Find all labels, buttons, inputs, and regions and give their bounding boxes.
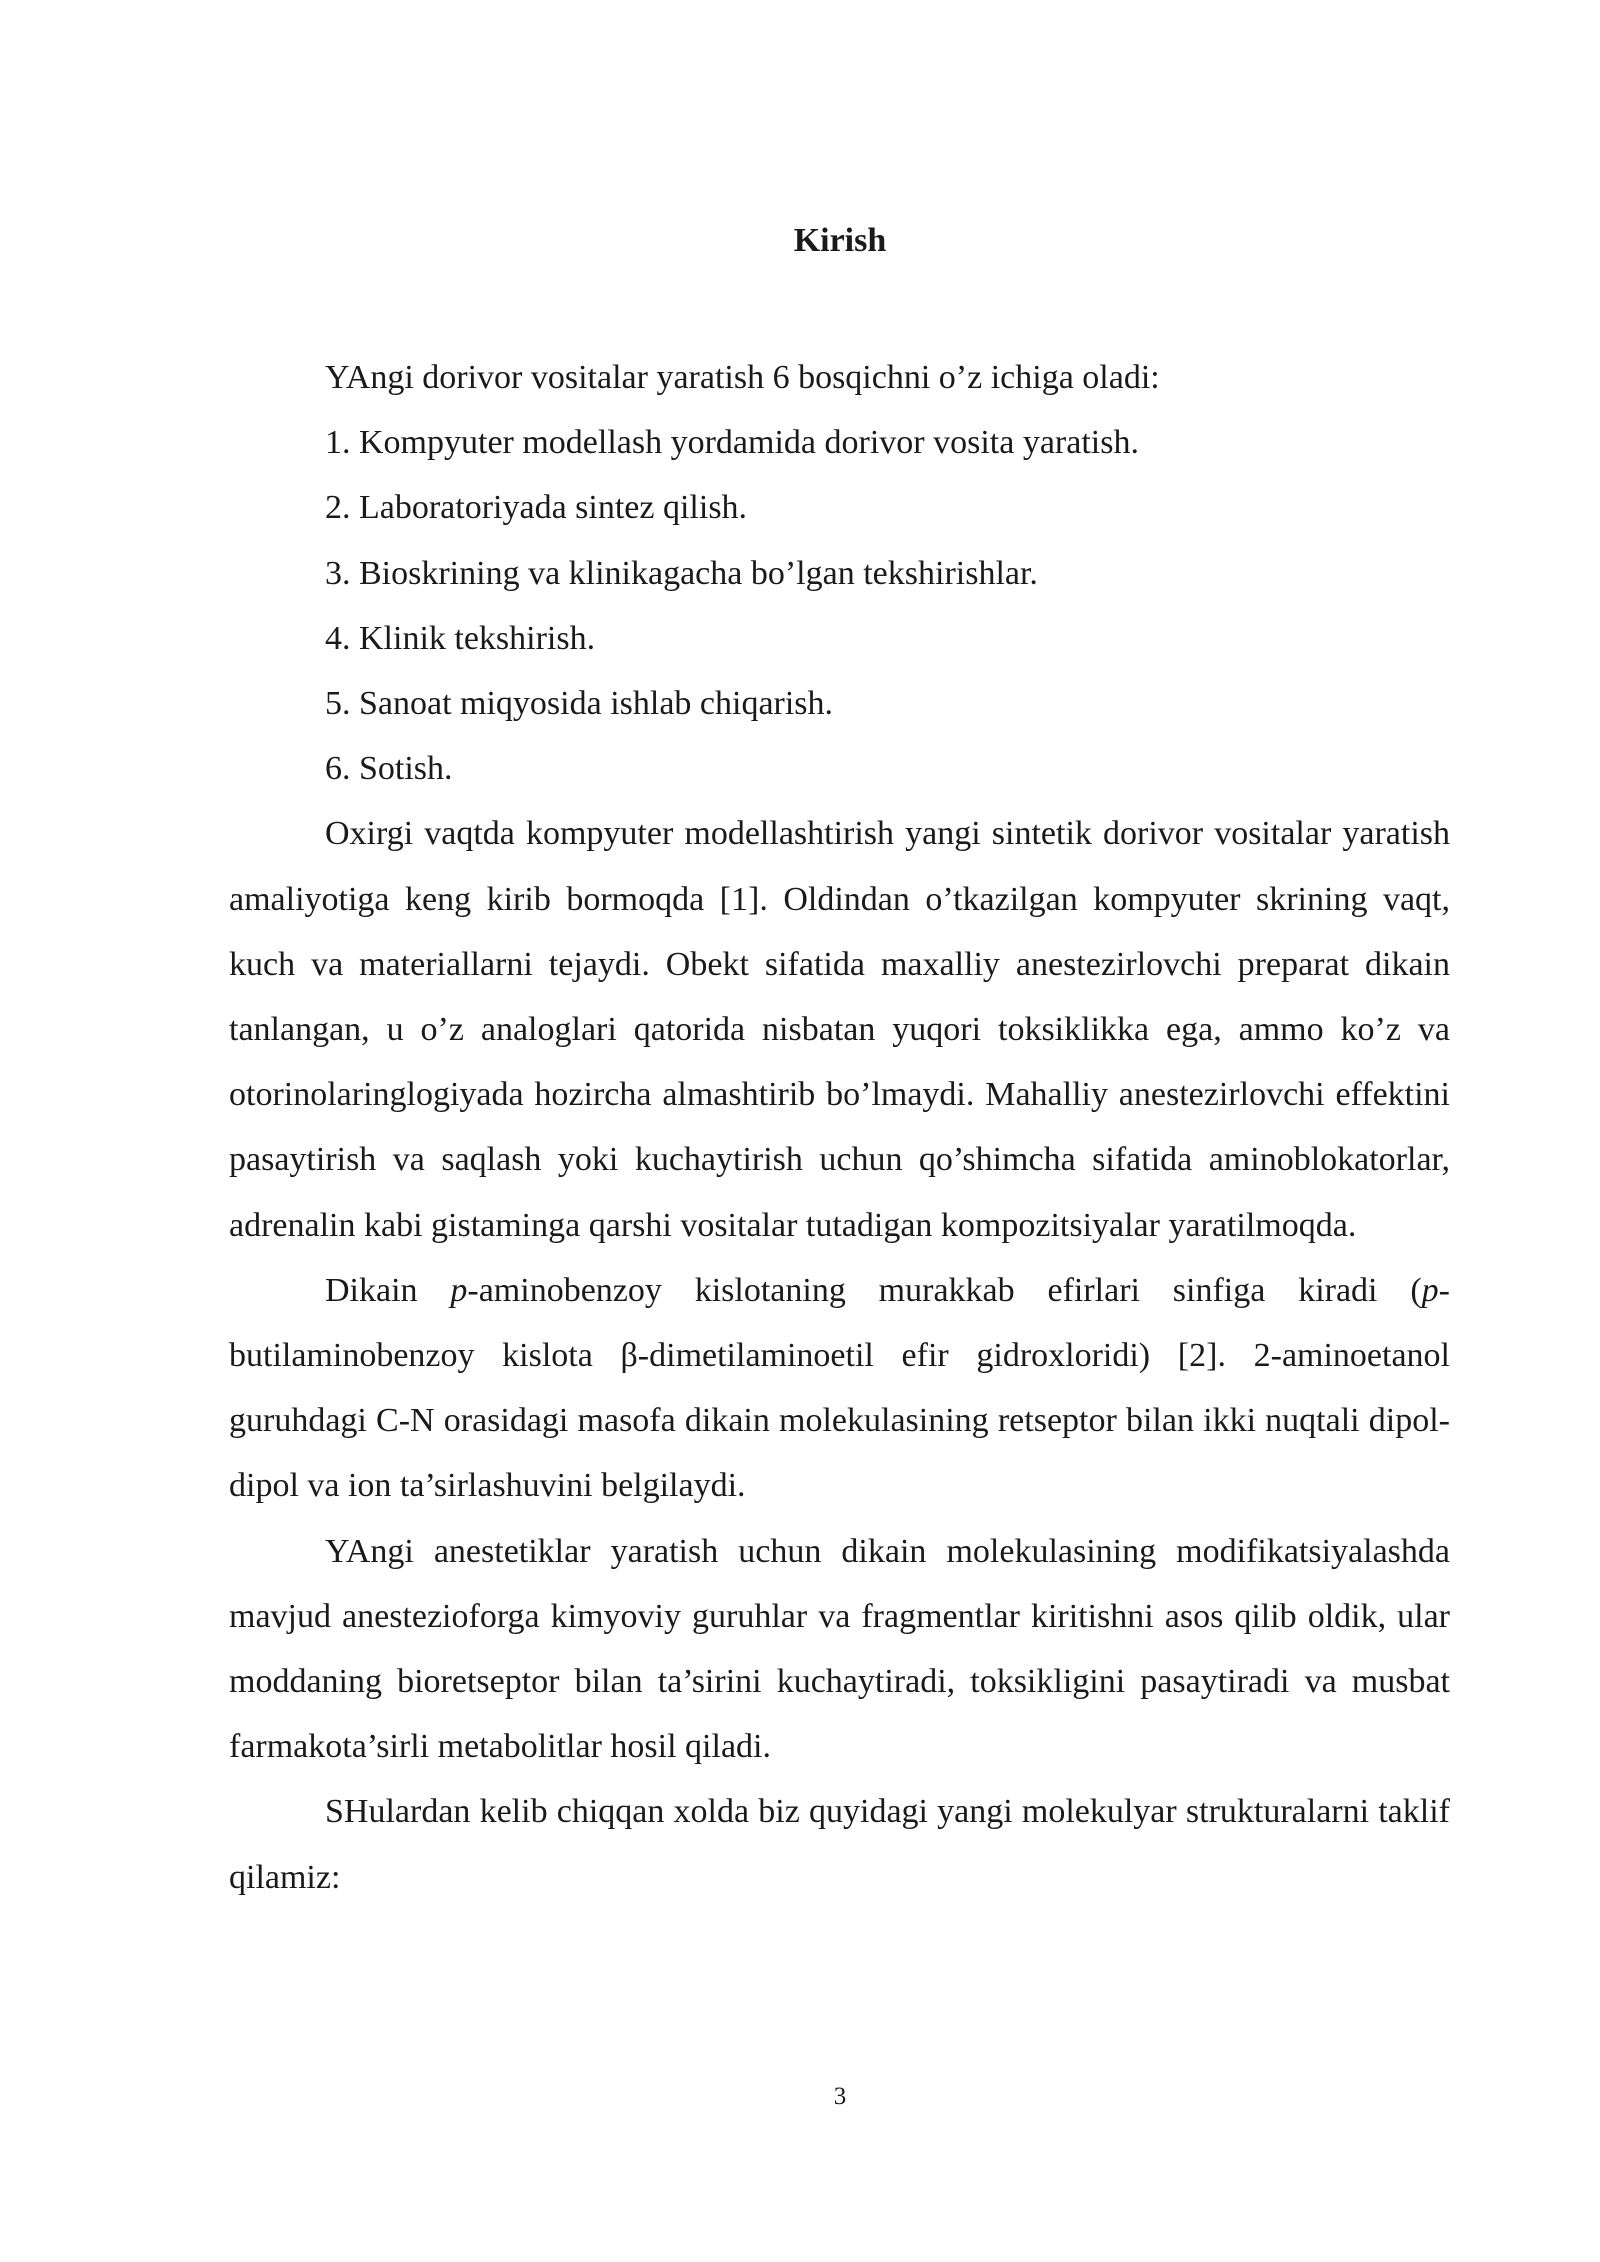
step-item: 5. Sanoat miqyosida ishlab chiqarish. [325,685,834,723]
italic-p: p [1421,1271,1439,1309]
italic-p: p [450,1271,468,1309]
step-item: 3. Bioskrining va klinikagacha bo’lgan tekshirishlar. [325,554,1038,592]
step-item: 2. Laboratoriyada sintez qilish. [325,489,748,527]
text-run: -aminobenzoy kislotaning murakkab efirlari sinfiga kiradi ( [467,1271,1422,1309]
intro-line: YAngi dorivor vositalar yaratish 6 bosqichni o’z ichiga oladi: [325,359,1160,396]
text-run: -butilaminobenzoy kislota β-dimetilaminoetil efir gidroxloridi) [2]. 2-aminoetanol guruhdagi C-N orasidagi masofa dikain molekulasining retseptor bilan ikki nuqtali dipol-dipol va ion ta’sirlashuvini belgilaydi. [229,1271,1450,1505]
paragraph-computer-modeling: Oxirgi vaqtda kompyuter modellashtirish yangi sintetik dorivor vositalar yaratish amaliyotiga keng kirib bormoqda [1]. Oldindan o’tkazilgan kompyuter skrining vaqt, kuch va materiallarni tejaydi. Obekt sifatida maxalliy anestezirlovchi preparat dikain tanlangan, u o’z analoglari qatorida nisbatan yuqori toksiklikka ega, ammo ko’z va otorinolaringlogiyada hozircha almashtirib bo’lmaydi. Mahalliy anestezirlovchi effektini pasaytirish va saqlash yoki kuchaytirish uchun qo’shimcha sifatida aminoblokatorlar, adrenalin kabi gistaminga qarshi vositalar tutadigan kompozitsiyalar yaratilmoqda. [229,815,1450,1244]
paragraph-proposed-structures: SHulardan kelib chiqqan xolda biz quyidagi yangi molekulyar strukturalarni taklif qilamiz: [229,1793,1450,1896]
step-item: 4. Klinik tekshirish. [325,619,596,657]
step-item: 6. Sotish. [325,750,453,788]
paragraph-new-anesthetics: YAngi anestetiklar yaratish uchun dikain molekulasining modifikatsiyalashda mavjud anestezioforga kimyoviy guruhlar va fragmentlar kiritishni asos qilib oldik, ular moddaning bioretseptor bilan ta’sirini kuchaytiradi, toksikligini pasaytiradi va musbat farmakota’sirli metabolitlar hosil qiladi. [229,1532,1450,1766]
step-item: 1. Kompyuter modellash yordamida dorivor vosita yaratish. [325,424,1139,462]
paragraph-dikain-structure [229,1258,1450,1519]
document-body [229,345,1450,1910]
page-title: Kirish [793,222,887,259]
page-number: 3 [833,2083,847,2110]
text-run: Dikain [325,1271,451,1309]
